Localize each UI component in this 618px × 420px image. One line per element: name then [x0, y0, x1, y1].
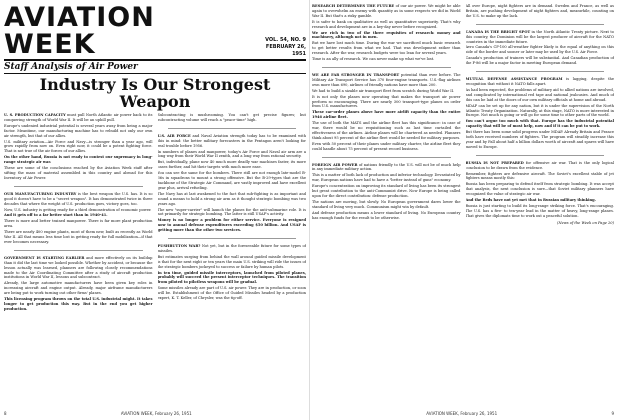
paragraph-lead: FOREIGN AIR POWER [312, 162, 358, 167]
article-paragraph [312, 163, 461, 173]
article-paragraph [4, 256, 153, 281]
paragraph-text: and Naval Aviation strength today has to be examined with this in mind: the better military forecasters in the Pentagon aren't looking for real trouble before 1956. [157, 133, 306, 148]
left-page [4, 4, 306, 416]
paragraph-text: All over Europe, night fighters are in demand. Sweden and France, as well as Britain, are pushing development of night fighters and, meanwhile, counting on the U.S. to make up the lack. [465, 4, 614, 18]
article-paragraph [158, 255, 307, 270]
paragraph-text: of our air power. We might be able again to overwhelm an enemy with quantity as in some respects we did in World War II. But that's a risky gamble. [312, 4, 461, 18]
article-paragraph [312, 173, 461, 183]
paragraph-text: Europe's concentration on improving its standard of living has been its strongest but great contribution to the anti-Communist drive. Now Europe is being called upon for the direct contribution: defense production. [312, 184, 461, 198]
article-paragraph [312, 200, 461, 210]
article-paragraph [158, 244, 307, 254]
paragraph-text: must pull North Atlantic air power back to its conquering strength of World War II. It will be an uphill pull. [4, 113, 153, 122]
issue-info [251, 37, 306, 58]
article-paragraph [158, 208, 307, 218]
article-paragraph [4, 219, 153, 229]
paragraph-lead: MUTUAL DEFENSE ASSISTANCE PROGRAM [465, 77, 563, 82]
article-paragraph [4, 166, 153, 181]
paragraph-lead: We are rich in two of the three requisites of research: money and machinery, although not in men. [312, 30, 461, 40]
paragraph-text: But estimates surging from behind the wall around guided missile development is that for the next eight or ten years the main U.S. striking will ride the issues of the strategic bombers jockeyed to success or failure by human pilots. [157, 254, 306, 269]
article-paragraph [466, 56, 615, 66]
article-paragraph [158, 134, 307, 149]
section-divider [14, 250, 143, 251]
article-paragraph [312, 142, 461, 152]
article-paragraph [158, 113, 307, 123]
paragraph-text: Russia has been preparing to defend itself from strategic bombing. It was accept that analysis, the next conclusion is sure—that Soviet military planners have recognized the value of strategic air war. [465, 182, 614, 197]
left-column-2 [158, 113, 307, 313]
paragraph-text: There are nearly 400 engine plants, most of them new, built as recently as World War II. All that means less time lost in getting ready for full mobilization—if that ever becomes necessary. [4, 230, 153, 244]
article-paragraph [158, 160, 307, 170]
section-divider [476, 24, 605, 25]
more-news-note: (News of the Week on Page 20) [557, 220, 614, 225]
section-divider [322, 67, 451, 68]
right-footer [312, 411, 614, 416]
masthead [4, 4, 306, 61]
footer-center: AVIATION WEEK, February 26, 1951 [120, 411, 192, 416]
paragraph-lead: In ten time, guided missile interceptors, launched from piloted planes, probably will succeed the present interceptor techniques. The transition from piloted to pilotless weapons will be gradual. [157, 270, 306, 285]
article-paragraph [158, 271, 307, 286]
paragraph-text: As had been expected, the problems of military aid to allied nations are involved, and complicated by international red tape and national jealousies. And much of this can be laid at the doors of our own military officials at home and abroad. [465, 87, 614, 102]
section-divider [476, 155, 605, 156]
paragraph-text: Subcontracting is mushrooming. You can't get precise figures; but subcontracting volume will reach a "peace-time" high. [157, 113, 306, 122]
paragraph-lead: Money is no longer a problem for either service. Everyone is resigned now to annual defense expenditures exceeding $50 billion. And USAF is getting more than the other two services. [157, 218, 306, 233]
article-paragraph [312, 211, 461, 221]
paragraph-lead: RESEARCH DETERMINES THE FUTURE [312, 4, 395, 8]
right-column-1 [312, 4, 461, 226]
paragraph-text: This is a matter of both lack of production and inferior technology. Devastated by war, European nations have had to have a "better instead of guns" economy. [312, 173, 461, 183]
article-paragraph [158, 192, 307, 207]
staff-line: Staff Analysis of Air Power [4, 61, 306, 74]
paragraph-text: There is more and better trained manpower. There is far more plant production area. [4, 219, 153, 229]
right-column-2 [466, 4, 615, 226]
paragraph-text: Canada's production of trainers will be substantial. And Canadian production of the F-86 will be a major factor in meeting European demand. [465, 56, 614, 66]
article-paragraph [312, 4, 461, 19]
paragraph-text: We had to build a sizable air transport fleet from scratch during World War II. [312, 88, 455, 93]
article-paragraph [466, 45, 615, 55]
article-paragraph [466, 204, 615, 219]
paragraph-lead: GOVERNMENT IS STARTING EARLIER [4, 255, 85, 260]
paragraph-text: is the best weapon the U.S. has. It is so good it doesn't have to be a "secret weapon". It has demonstrated twice in three decades that where the weight of U.S. production goes, victory goes, too. [4, 191, 153, 206]
article-paragraph [4, 113, 153, 123]
paragraph-text: In numbers of planes and manpower, today's Air Force and Naval air arm are a long way from their World War II zenith, and a long way from rational security. [157, 149, 306, 159]
page-headline: Industry Is Our Strongest Weapon [39, 75, 271, 111]
paragraph-text: Time is an ally of research. We can never make up what we've lost. [312, 57, 435, 62]
paragraph-text: in the North Atlantic Treaty picture. Next to this country, the Dominion will be the largest producer of aircraft for the NATO countries in the immediate future. [465, 29, 614, 44]
paragraph-text: Europe's undenied industrial potential is several years away from being a major factor. Meantime, our manufacturing machine has to rebuild not only our own air strength, but that of our allies. [4, 123, 153, 138]
paragraph-text: Even with 50 percent of their planes under military charter, the airline fleet they could handle about 75 percent of present record business. [312, 141, 461, 151]
article-paragraph [158, 286, 307, 301]
paragraph-lead: You can't argue too much with that. Europe has the industrial potential capacity that will be of most help, now and if it can be put to work. [465, 119, 614, 129]
paragraph-text: of nations friendly to the U.S. will not be of much help in any immediate military action. [312, 162, 461, 172]
paragraph-text: These are some of the conclusions reached by the Aviation Week staff after sifting the mass of material assembled in this country and abroad for this Inventory of Air Power. [4, 166, 153, 180]
article-paragraph [4, 155, 153, 165]
paragraph-text: But, individually, plane now 40 much more deadly war machines faster, its more cases further, and hit their targets with much more ease. [157, 160, 306, 170]
section-divider [322, 157, 451, 158]
paragraph-text: The new "super-carrier" will launch the planes for the anti-submarine role. It is not primarily for strategic bombing. The latter is still USAF's activity. [157, 207, 306, 217]
paragraph-lead: OUR MANUFACTURING INDUSTRY [4, 191, 77, 196]
article-paragraph [4, 230, 153, 245]
article-paragraph [466, 77, 615, 87]
magazine-title: AVIATION WEEK [4, 2, 155, 60]
paragraph-text: Not yet, but in the foreseeable future for some types of missiles. [157, 244, 306, 253]
page-gutter [309, 0, 310, 420]
paragraph-text: Russia is just starting to build its long-range striking force. That's encouraging. The U.S. has a five- to ten-year lead in the matter of heavy, long-range planes. That gives the diplomats time to work out a peaceful solution. [465, 204, 614, 218]
right-page [312, 4, 614, 416]
page-number: 9 [611, 411, 614, 416]
paragraph-text: Already, the large automotive manufacturers have been given key roles in increasing aircraft and engine output. Already, major airframe manufacturers are being put to work turning out other firms' planes. [4, 281, 153, 296]
article-paragraph [312, 20, 461, 30]
article-paragraph [312, 184, 461, 199]
article-paragraph [312, 110, 461, 120]
paragraph-lead: U.S. AIR FORCE [157, 133, 191, 138]
paragraph-text: for offensive air war. That is the only logical conclusion to be drawn from the evidence. [465, 160, 614, 170]
paragraph-lead: And the Reds have not yet met that in Russian military thinking. [465, 198, 596, 203]
article-paragraph [4, 192, 153, 207]
paragraph-text: Some missiles already are part of U.S. air power. They are in production, or soon will be. Establishment of the Office of Guided Missiles headed by a production expert, K. T. Keller, of Chrysler, was the tip-off. [157, 286, 306, 301]
paragraph-text: The use of both the MATS and the airline fleet has this significance: in case of war, there would be no requisitioning such as last time curtailed the effectiveness of the airlines. Airline planes will be chartered as needed. Planners think about 95 percent of the airline fleet would be needed for military purposes. [312, 121, 461, 140]
paragraph-lead: PUSHBUTTON WAR? [157, 244, 201, 249]
article-paragraph [4, 281, 153, 296]
article-paragraph [312, 57, 461, 62]
article-paragraph [4, 208, 153, 213]
left-footer [4, 411, 306, 416]
date-label: FEBRUARY 26, 1951 [265, 44, 306, 57]
paragraph-text: MDAP can be set up for any nation, but it is under the supervision of the North Atlantic Treaty Organization. Naturally, at this stage, NATO is more interested in Europe. Not much is going or will go for some time to other parts of the world. [465, 103, 614, 118]
page-number: 8 [4, 411, 7, 416]
article-paragraph [312, 41, 461, 56]
right-columns [312, 4, 614, 226]
volume-label: VOL. 54, NO. 9 [265, 37, 306, 43]
paragraph-lead: CANADA IS THE BRIGHT SPOT [465, 29, 531, 34]
article-paragraph [312, 121, 461, 141]
article-paragraph [466, 104, 615, 119]
right-column-2-body [466, 4, 615, 219]
paragraph-lead: This licensing program throws on the total U.S. industrial might. It takes longer to get production this way. But in the end you get higher production. [4, 297, 153, 311]
paragraph-text: Now, U.S. industry is getting ready for a third demonstration of economic power. [4, 207, 152, 212]
article-paragraph [312, 89, 461, 94]
paragraph-text: U.S. military aviation—Air Force and Navy—is stronger than a year ago, will grow rapidly from now on. Even right now, it could be a potent fighting force. That is not true of the air forces of our allies. [4, 139, 153, 154]
article-paragraph [466, 172, 615, 182]
article-paragraph [312, 31, 461, 41]
article-paragraph [466, 4, 615, 19]
article-paragraph [4, 124, 153, 139]
paragraph-text: and more effectively on its buildup than it did the last time we looked possible. Whether by accident, or because the lesson actually was learned, planners are following closely recommendations made to the Air Coordinating Committee after a study of aircraft production institutions in World War II, lessons and subcontract. [4, 255, 153, 280]
left-column-1 [4, 113, 153, 313]
paragraph-text: And defense production means a lower standard of living. No European country has enough funds for the result to be otherwise. [312, 210, 461, 220]
article-paragraph [4, 140, 153, 155]
paragraph-lead: U. S. PRODUCTION CAPACITY [4, 113, 66, 117]
paragraph-lead: These car-order planes above have more airlift capacity than the entire 1946 airline fleet. [312, 110, 461, 120]
paragraph-text: The nations are moving, but slowly. No European government dares lower the standard of living very much. Communism might win by default. [312, 199, 461, 209]
section-divider [168, 238, 297, 239]
paragraph-text: Avro Canada's CF-100 all-weather fighter likely is the equal of anything on this side of the border and sooner or later may be used by the U.S. Air Force. [465, 45, 614, 55]
paragraph-text: It is not only the planes now operating that makes the transport air power perform so encouraging. There are nearly 300 transport-type planes on order from U.S. manufacturers. [312, 94, 461, 109]
paragraph-text: But we have lost much time. During the war we sacrificed much basic research to get better results from what we had. That was development rather than research. After the war, research budgets were too lean for several years. [312, 41, 461, 56]
paragraph-lead: And it gets off to a far better start than in 1940-41. [4, 213, 108, 218]
article-paragraph [466, 119, 615, 129]
paragraph-text: It is safer to bank on qualitative as well as quantitative superiority. That's why research and development are in a key-day never before recognized. [312, 19, 461, 29]
article-paragraph [158, 218, 307, 233]
article-paragraph [312, 95, 461, 110]
article-paragraph [4, 297, 153, 312]
article-paragraph [466, 182, 615, 197]
article-paragraph [466, 198, 615, 203]
article-paragraph [158, 171, 307, 191]
paragraph-text: The Navy has at last awakened to the fact that sub-fighting is as important and sound a means to hold a strong air arm as it thought strategic bombing was two years ago. [157, 191, 306, 206]
section-divider [168, 128, 297, 129]
paragraph-text: is lagging, despite the recognition that without it NATO falls apart. [465, 77, 614, 86]
paragraph-lead: RUSSIA IS NOT PREPARED [465, 160, 524, 165]
footer-center: AVIATION WEEK, February 26, 1951 [426, 411, 498, 416]
paragraph-text: Remember, fighters are defensive aircraft. The Soviet's excellent stable of jet fighters means mostly this: [465, 171, 614, 181]
paragraph-text: You can see the same for the bombers. There still are not enough late-model B-36s in squadrons to mount a strong offensive. But the B-29-types that are the backbone of the Strategic Air Command, are vastly improved and have excellent gear plus, arrival refueling. [157, 171, 306, 190]
paragraph-text: But there has been some solid progress under MDAP. Already Britain and France both have received numbers of fighters. The program will steadily increase this year and by Fall about half a billion dollars worth of aircraft and spares will have moved to Europe. [465, 130, 614, 149]
left-columns [4, 113, 306, 313]
article-paragraph [312, 73, 461, 88]
article-paragraph [466, 30, 615, 45]
paragraph-text: potential than ever before. The Military Air Transport Service has 370 four-engine transports. U.S.-flag airlines own more than 690, airlines of friendly nations have more than 200. [312, 72, 461, 87]
article-paragraph [158, 150, 307, 160]
article-paragraph [4, 213, 153, 218]
article-paragraph [466, 161, 615, 171]
paragraph-lead: WE ARE FAR STRONGER IN TRANSPORT [312, 72, 400, 77]
article-paragraph [466, 130, 615, 150]
paragraph-lead: On the other hand, Russia is not ready to contest our supremacy in long-range strategic air war. [4, 155, 153, 165]
article-paragraph [466, 88, 615, 103]
section-divider [14, 186, 143, 187]
section-divider [476, 71, 605, 72]
